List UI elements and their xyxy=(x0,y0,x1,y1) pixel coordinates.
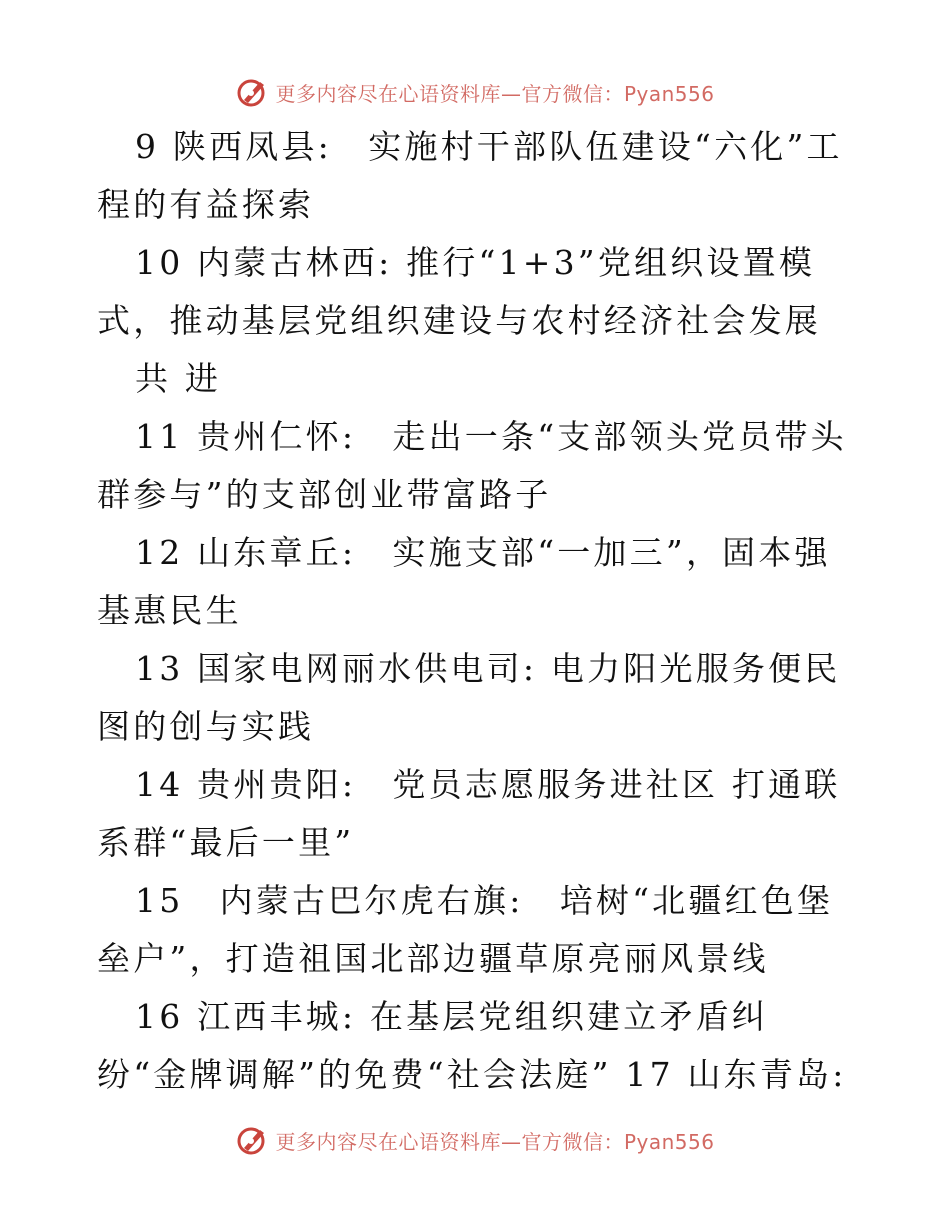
paragraph: 13 国家电网丽水供电司: 电力阳光服务便民图的创与实践 xyxy=(97,649,841,746)
paragraph: 16 江西丰城: 在基层党组织建立矛盾纠纷“金牌调解”的免费“社会法庭” 17 山东青岛: xyxy=(97,997,847,1094)
document-body xyxy=(97,118,857,1104)
watermark-text: 更多内容尽在心语资料库—官方微信：Pyan556 xyxy=(275,1129,715,1154)
watermark-text: 更多内容尽在心语资料库—官方微信：Pyan556 xyxy=(275,81,715,106)
paragraph: 10 内蒙古林西: 推行“1+3”党组织设置模式，推动基层党组织建设与农村经济社会发展 xyxy=(97,243,821,340)
paragraph: 9 陕西凤县: 实施村干部队伍建设“六化”工程的有益探索 xyxy=(97,127,843,224)
paragraph: 共 进 xyxy=(135,359,222,398)
paragraph: 12 山东章丘: 实施支部“一加三”，固本强基惠民生 xyxy=(97,533,831,630)
paragraph: 15 内蒙古巴尔虎右旗: 培树“北疆红色堡垒户”，打造祖国北部边疆草原亮丽风景线 xyxy=(97,881,834,978)
paragraph: 11 贵州仁怀: 走出一条“支部领头党员带头群参与”的支部创业带富路子 xyxy=(97,417,847,514)
paragraph: 14 贵州贵阳: 党员志愿服务进社区 打通联系群“最后一里” xyxy=(97,765,841,862)
pen-logo-icon xyxy=(235,1123,269,1157)
pen-logo-icon xyxy=(235,75,269,109)
header-watermark xyxy=(0,72,950,112)
footer-watermark xyxy=(0,1120,950,1160)
